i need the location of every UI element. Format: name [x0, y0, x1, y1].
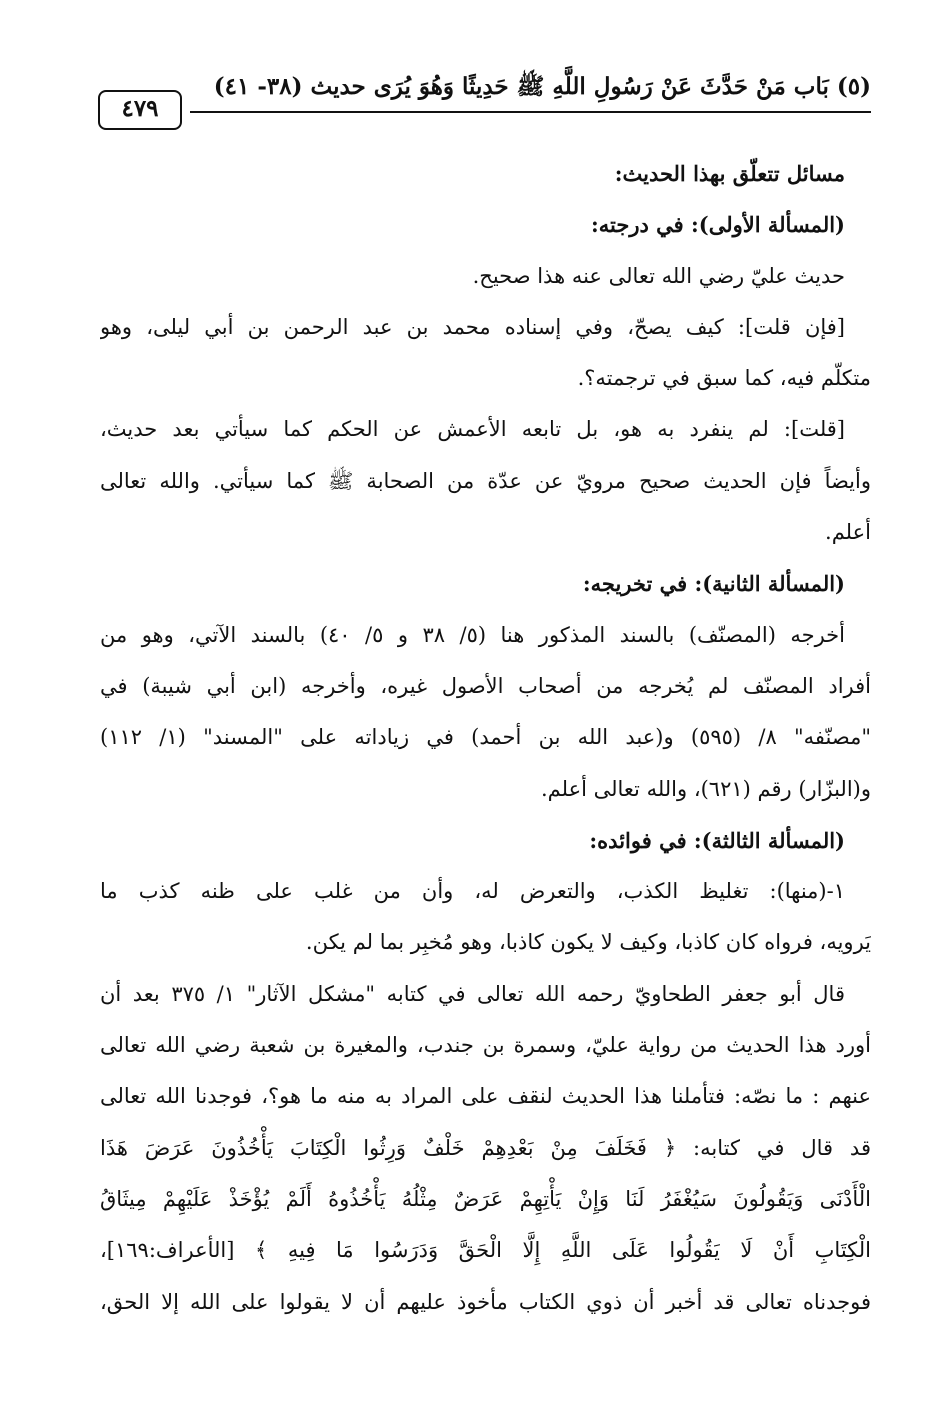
- text-line: [قلت]: لم ينفرد به هو، بل تابعه الأعمش عن الحكم كما سيأتي بعد حديث،: [100, 417, 846, 442]
- text-line: متكلّم فيه، كما سبق في ترجمته؟.: [577, 366, 871, 391]
- text-line: و(البزّار) رقم (٦٢١)، والله تعالى أعلم.: [540, 776, 871, 801]
- issue-heading-2: (المسألة الثانية): في تخريجه:: [582, 571, 845, 597]
- text-line: "مصنّفه" ٨/ (٥٩٥) و(عبد الله بن أحمد) في زياداته على "المسند" (١/ ١١٢): [100, 725, 871, 750]
- text-line: وأيضاً فإن الحديث صحيح مرويّ عن عدّة من الصحابة ﷺ كما سيأتي. والله تعالى: [100, 468, 871, 493]
- text-line: أورد هذا الحديث من رواية عليّ، وسمرة بن جندب، والمغيرة بن شعبة رضي الله تعالى: [100, 1033, 871, 1058]
- quran-verse-line: الْأَدْنَى وَيَقُولُونَ سَيُغْفَرُ لَنَا وَإِنْ يَأْتِهِمْ عَرَضٌ مِثْلُهُ يَأْخُذُوهُ أَلَمْ يُؤْخَذْ عَلَيْهِمْ مِيثَاقُ: [100, 1186, 871, 1211]
- text-line: حديث عليّ رضي الله تعالى عنه هذا صحيح.: [472, 263, 845, 288]
- section-heading: مسائل تتعلّق بهذا الحديث:: [614, 161, 845, 186]
- text-line: فوجدناه تعالى قد أخبر أن ذوي الكتاب مأخوذ عليهم أن لا يقولوا على الله إلا الحق،: [100, 1289, 871, 1314]
- body-text: [100, 148, 871, 1328]
- text-line: عنهم : ما نصّه: فتأملنا هذا الحديث لنقف على المراد به منه ما هو؟، فوجدنا الله تعالى: [100, 1084, 871, 1109]
- issue-heading-3: (المسألة الثالثة): في فوائده:: [589, 827, 845, 853]
- text-line: أعلم.: [825, 520, 871, 545]
- header-rule: [190, 111, 871, 113]
- issue-heading-1: (المسألة الأولى): في درجته:: [591, 212, 845, 238]
- chapter-title: (٥) بَاب مَنْ حَدَّثَ عَنْ رَسُولِ اللَّهِ ﷺ حَدِيثًا وَهُوَ يُرَى حديث (٣٨- ٤١): [213, 73, 871, 100]
- quran-verse-line: قد قال في كتابه: ﴿ فَخَلَفَ مِنْ بَعْدِهِمْ خَلْفٌ وَرِثُوا الْكِتَابَ يَأْخُذُونَ عَرَضَ هَذَا: [100, 1135, 871, 1160]
- text-line: أخرجه (المصنّف) بالسند المذكور هنا (٥/ ٣٨ و ٥/ ٤٠) بالسند الآتي، وهو من: [100, 622, 845, 647]
- text-line: أفراد المصنّف لم يُخرجه من أصحاب الأصول غيره، وأخرجه (ابن أبي شيبة) في: [100, 673, 871, 698]
- text-line: يَرويه، فرواه كان كاذبا، وكيف لا يكون كاذبا، وهو مُخبِر بما لم يكن.: [305, 930, 871, 955]
- text-line: ١-(منها): تغليظ الكذب، والتعرض له، وأن من غلب على ظنه كذب ما: [100, 879, 845, 904]
- text-line: [فإن قلت]: كيف يصحّ، وفي إسناده محمد بن عبد الرحمن بن أبي ليلى، وهو: [100, 314, 845, 339]
- running-header: [98, 70, 871, 122]
- quran-verse-line: الْكِتَابِ أَنْ لَا يَقُولُوا عَلَى اللَّهِ إِلَّا الْحَقَّ وَدَرَسُوا مَا فِيهِ ﴾ [الأعراف:١٦٩]،: [100, 1238, 871, 1263]
- page-number: ٤٧٩: [98, 90, 182, 130]
- text-line: قال أبو جعفر الطحاويّ رحمه الله تعالى في كتابه "مشكل الآثار" ١/ ٣٧٥ بعد أن: [100, 981, 845, 1006]
